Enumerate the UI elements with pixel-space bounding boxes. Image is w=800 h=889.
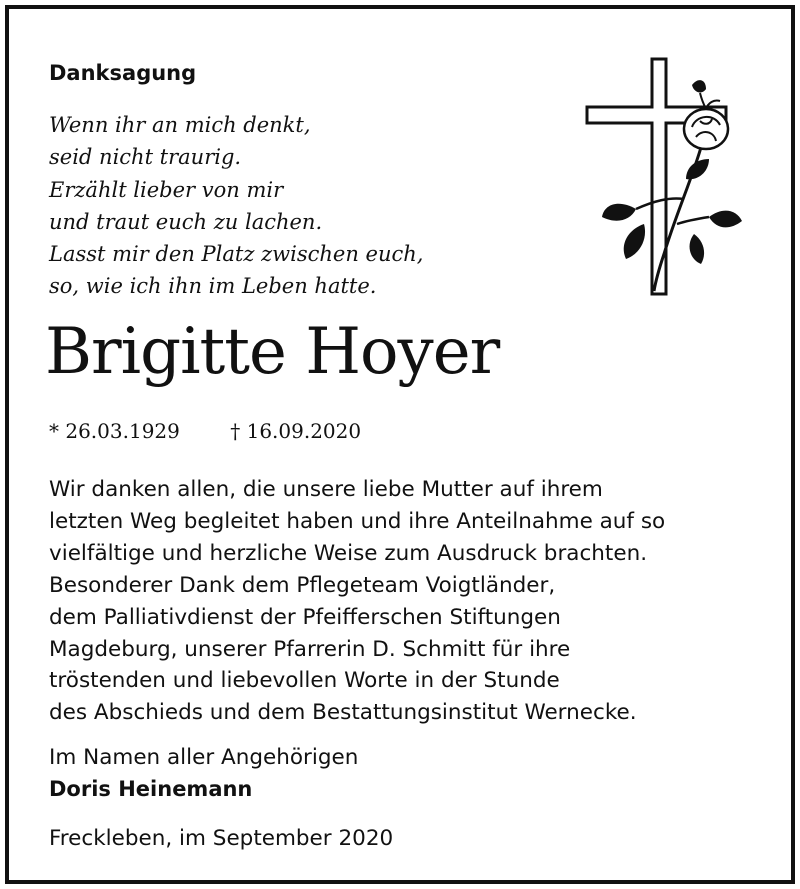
thanks-line: letzten Weg begleitet haben und ihre Anteilnahme auf so bbox=[49, 508, 666, 534]
poem-line: Erzählt lieber von mir bbox=[49, 177, 284, 202]
cross-with-rose-icon bbox=[574, 49, 744, 309]
thanks-line: des Abschieds und dem Bestattungsinstitut Wernecke. bbox=[49, 700, 637, 726]
leaf-shape bbox=[709, 211, 742, 228]
rose-bud bbox=[692, 80, 706, 109]
thanks-line: dem Palliativdienst der Pfeifferschen Stiftungen bbox=[49, 604, 561, 630]
thanks-line: vielfältige und herzliche Weise zum Ausdruck brachten. bbox=[49, 540, 648, 566]
leaf-shape bbox=[690, 234, 705, 264]
poem-line: Lasst mir den Platz zwischen euch, bbox=[49, 242, 424, 267]
leaf-shape bbox=[624, 224, 645, 259]
poem-line: seid nicht traurig. bbox=[49, 145, 242, 170]
cross-shape bbox=[587, 59, 726, 294]
thanks-line: Magdeburg, unserer Pfarrerin D. Schmitt für ihre bbox=[49, 636, 571, 662]
birth-date: * 26.03.1929 bbox=[49, 419, 180, 443]
poem-line: und traut euch zu lachen. bbox=[49, 209, 323, 234]
signature-name: Doris Heinemann bbox=[49, 777, 253, 801]
poem bbox=[49, 109, 423, 303]
place-date: Freckleben, im September 2020 bbox=[49, 826, 394, 851]
thanks-line: Besonderer Dank dem Pflegeteam Voigtländer, bbox=[49, 572, 556, 598]
life-dates bbox=[49, 419, 361, 443]
leaf-shape bbox=[686, 159, 709, 179]
deceased-name: Brigitte Hoyer bbox=[45, 315, 500, 389]
notice-heading: Danksagung bbox=[49, 61, 197, 85]
poem-line: Wenn ihr an mich denkt, bbox=[49, 113, 311, 137]
signature-intro: Im Namen aller Angehörigen bbox=[49, 745, 359, 770]
death-date: † 16.09.2020 bbox=[230, 419, 362, 443]
poem-line: so, wie ich ihn im Leben hatte. bbox=[49, 274, 377, 299]
thanks-text bbox=[49, 474, 665, 729]
thanks-line: Wir danken allen, die unsere liebe Mutter auf ihrem bbox=[49, 477, 603, 502]
thanks-line: tröstenden und liebevollen Worte in der Stunde bbox=[49, 668, 560, 694]
rose-branch bbox=[677, 217, 709, 224]
leaf-shape bbox=[602, 204, 636, 221]
notice-frame bbox=[5, 5, 795, 884]
